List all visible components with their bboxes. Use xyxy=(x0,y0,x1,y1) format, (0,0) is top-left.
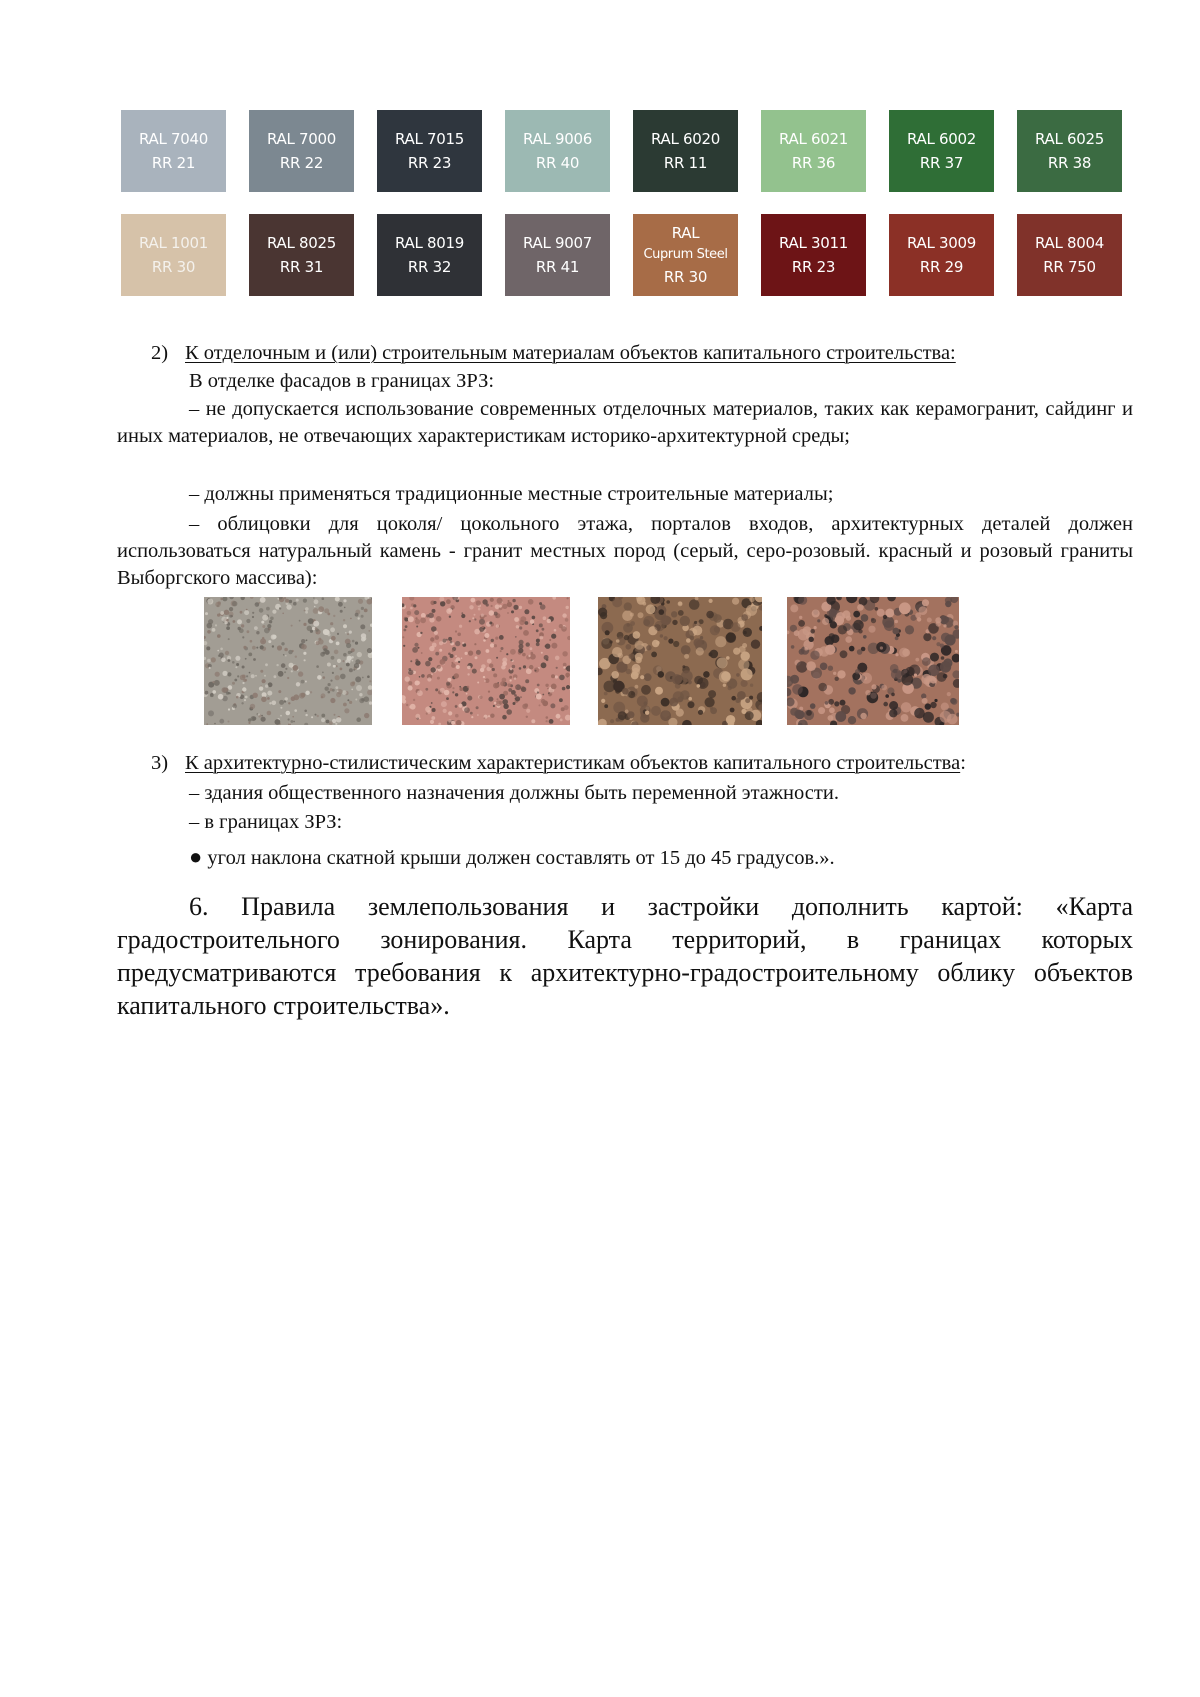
swatch-rr-code: RR 11 xyxy=(663,154,708,172)
swatch-rr-code: RR 37 xyxy=(919,154,964,172)
swatch-ral-code: RAL 3009 xyxy=(907,234,976,252)
swatch-rr-code: RR 21 xyxy=(151,154,196,172)
swatch-ral-code: RAL 6021 xyxy=(779,130,848,148)
swatch-ral-code: RAL 8004 xyxy=(1035,234,1104,252)
swatch-rr-code: RR 40 xyxy=(535,154,580,172)
color-swatch xyxy=(249,214,354,296)
swatch-rr-code: RR 29 xyxy=(919,258,964,276)
section-2-item-2: – должны применяться традиционные местные строительные материалы; xyxy=(189,483,834,505)
section-2-intro: В отделке фасадов в границах ЗРЗ: xyxy=(189,370,495,392)
section-2-item-3: – облицовки для цоколя/ цокольного этажа, порталов входов, архитектурных деталей должен использоваться натуральный камень - гранит местных пород (серый, серо-розовый. красный и розовый граниты Выборгского массива): xyxy=(117,513,1133,589)
swatch-ral-code: RAL xyxy=(671,224,700,242)
color-swatch xyxy=(121,214,226,296)
section-3-bullet-text: угол наклона скатной крыши должен составлять от 15 до 45 градусов.». xyxy=(207,847,835,869)
color-swatch xyxy=(505,110,610,192)
granite-samples xyxy=(0,597,1200,725)
swatch-rr-code: RR 23 xyxy=(791,258,836,276)
color-swatch xyxy=(505,214,610,296)
color-swatch xyxy=(633,110,738,192)
color-swatch xyxy=(889,214,994,296)
swatch-ral-code: RAL 7000 xyxy=(267,130,336,148)
color-swatch xyxy=(377,110,482,192)
section-3-heading xyxy=(117,750,1133,777)
swatch-ral-code: RAL 7015 xyxy=(395,130,464,148)
color-swatch xyxy=(1017,110,1122,192)
section-2-heading xyxy=(117,340,1133,367)
swatch-ral-code: RAL 9007 xyxy=(523,234,592,252)
swatch-ral-code: RAL 6020 xyxy=(651,130,720,148)
color-swatch xyxy=(761,214,866,296)
swatch-ral-code: RAL 6025 xyxy=(1035,130,1104,148)
section-6-paragraph: 6. Правила землепользования и застройки дополнить картой: «Карта градостроительного зонирования. Карта территорий, в границах которых предусматриваются требования к архитектурно-градостроительному облику объектов капитального строительства». xyxy=(117,892,1133,1020)
swatch-ral-code: RAL 7040 xyxy=(139,130,208,148)
swatch-rr-code: RR 23 xyxy=(407,154,452,172)
color-swatch xyxy=(889,110,994,192)
section-2-number: 2) xyxy=(151,342,169,364)
section-2-title: К отделочным и (или) строительным материалам объектов капитального строительства: xyxy=(185,342,956,364)
section-3-bullet xyxy=(117,843,1133,872)
swatch-ral-code: RAL 1001 xyxy=(139,234,208,252)
swatch-ral-code: RAL 3011 xyxy=(779,234,848,252)
section-2-item-1: – не допускается использование современных отделочных материалов, таких как керамогранит, сайдинг и иных материалов, не отвечающих характеристикам историко-архитектурной среды; xyxy=(117,398,1133,447)
swatch-ral-code: RAL 8025 xyxy=(267,234,336,252)
color-swatch xyxy=(121,110,226,192)
bullet-icon: ● xyxy=(189,844,203,869)
granite-sample xyxy=(204,597,372,725)
color-swatch xyxy=(761,110,866,192)
swatch-rr-code: RR 30 xyxy=(663,268,708,286)
swatch-rr-code: RR 32 xyxy=(407,258,452,276)
section-3-item-1: – здания общественного назначения должны быть переменной этажности. xyxy=(189,782,839,804)
color-swatch xyxy=(1017,214,1122,296)
section-3-number: 3) xyxy=(151,752,169,774)
color-swatch xyxy=(633,214,738,296)
swatch-rr-code: RR 38 xyxy=(1047,154,1092,172)
swatch-ral-code: RAL 6002 xyxy=(907,130,976,148)
granite-sample xyxy=(787,597,959,725)
granite-sample xyxy=(598,597,762,725)
section-3-item-2: – в границах ЗРЗ: xyxy=(189,811,343,833)
swatch-rr-code: RR 750 xyxy=(1043,258,1096,276)
swatch-rr-code: RR 30 xyxy=(151,258,196,276)
swatch-rr-code: RR 41 xyxy=(535,258,580,276)
color-swatch xyxy=(377,214,482,296)
swatch-rr-code: RR 31 xyxy=(279,258,324,276)
section-3-title: К архитектурно-стилистическим характеристикам объектов капитального строительства xyxy=(185,752,961,774)
swatch-ral-name: Cuprum Steel xyxy=(643,247,728,262)
section-3-colon: : xyxy=(960,752,966,774)
color-swatch xyxy=(249,110,354,192)
swatch-ral-code: RAL 8019 xyxy=(395,234,464,252)
swatch-ral-code: RAL 9006 xyxy=(523,130,592,148)
swatch-rr-code: RR 36 xyxy=(791,154,836,172)
color-swatch-grid xyxy=(121,110,1126,296)
swatch-rr-code: RR 22 xyxy=(279,154,324,172)
granite-sample xyxy=(402,597,570,725)
